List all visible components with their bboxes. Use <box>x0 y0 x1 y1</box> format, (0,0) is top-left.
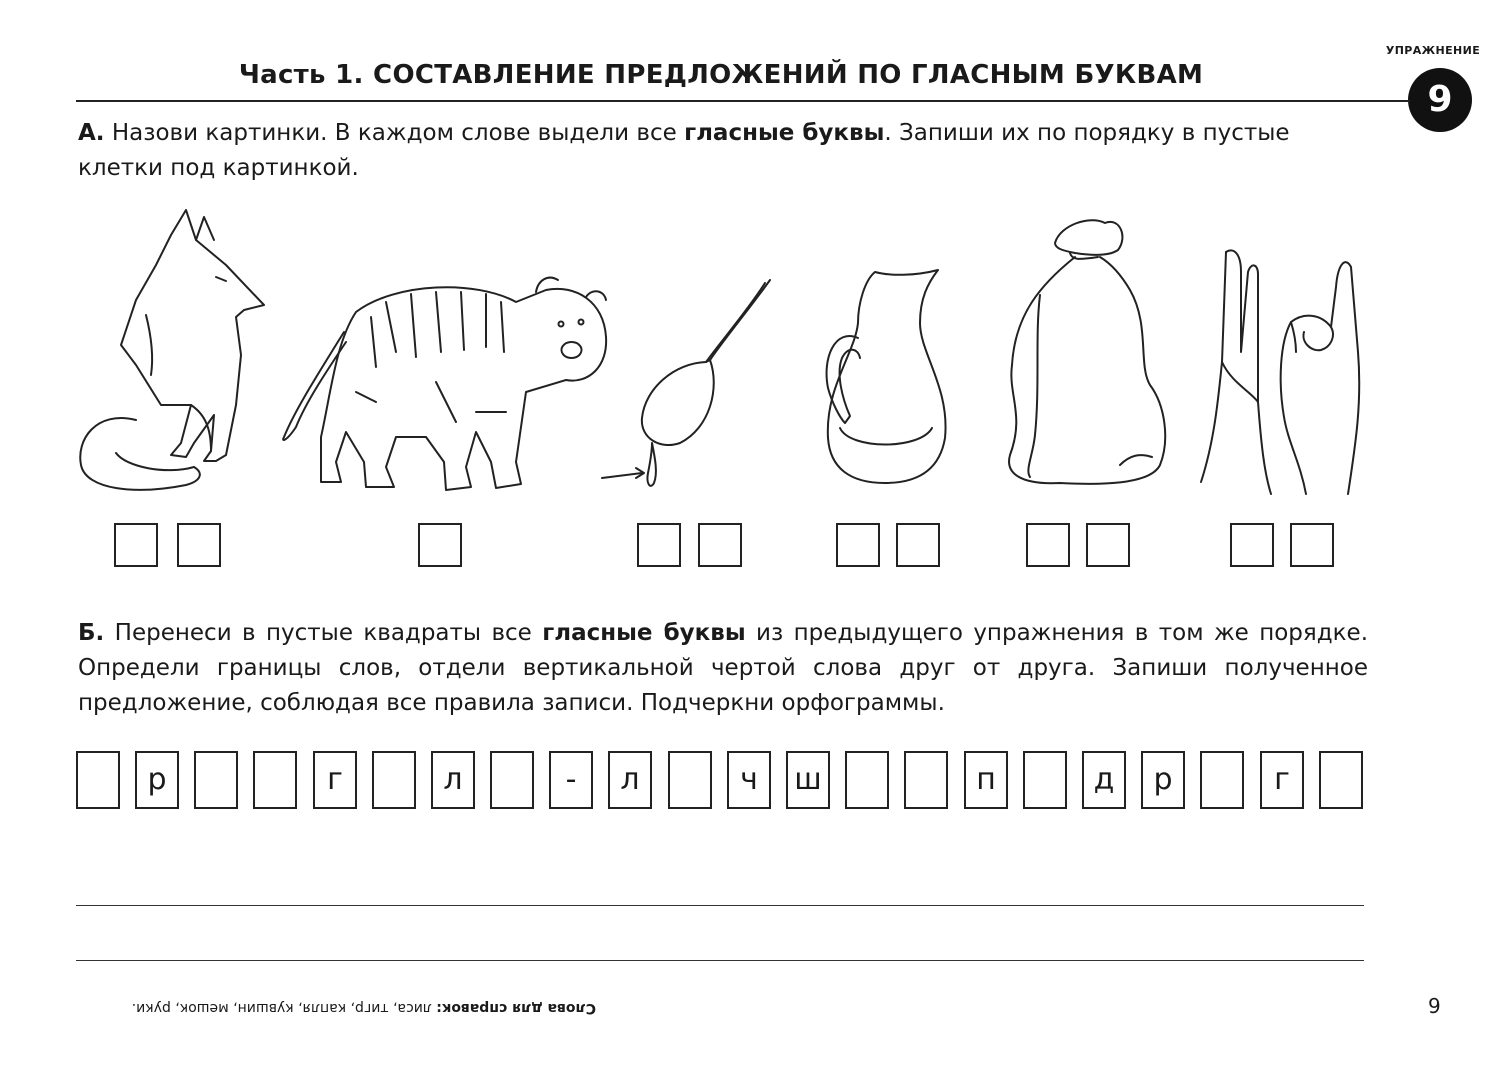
writing-line-2[interactable] <box>76 960 1364 961</box>
answer-box-fox-1[interactable] <box>114 523 158 567</box>
answer-box-sack-2[interactable] <box>1086 523 1130 567</box>
answer-box-sack-1[interactable] <box>1026 523 1070 567</box>
letter-cell[interactable] <box>76 751 120 809</box>
letter-cell[interactable]: л <box>608 751 652 809</box>
task-a-label: А. <box>78 120 105 146</box>
task-b-text-1: Перенеси в пустые квадраты все <box>114 620 532 646</box>
letter-cell[interactable] <box>194 751 238 809</box>
task-b-bold: гласные буквы <box>542 620 746 646</box>
letter-cell[interactable]: р <box>1141 751 1185 809</box>
task-b-text-2: из предыдущего упражнения в том же порядке. Определи границы слов, отдели вертикальной чертой слова друг от друга. Запиши полученное предложение, соблюдая все правила записи. Подчеркни орфограммы. <box>78 620 1369 716</box>
page-title: Часть 1. СОСТАВЛЕНИЕ ПРЕДЛОЖЕНИЙ ПО ГЛАСНЫМ БУКВАМ <box>238 60 1204 90</box>
letter-cell[interactable]: - <box>549 751 593 809</box>
writing-line-1[interactable] <box>76 905 1364 906</box>
reference-words-hint <box>56 996 596 1020</box>
jug-picture <box>820 268 950 488</box>
sack-picture <box>1000 215 1170 490</box>
answer-box-jug-2[interactable] <box>896 523 940 567</box>
letter-cell[interactable]: п <box>964 751 1008 809</box>
letter-cell[interactable] <box>1319 751 1363 809</box>
task-a-bold: гласные буквы <box>684 120 885 146</box>
fox-picture <box>76 205 271 495</box>
letter-cell[interactable]: г <box>313 751 357 809</box>
hint-label: Слова для справок: <box>436 1000 596 1016</box>
answer-box-spoon-1[interactable] <box>637 523 681 567</box>
letter-cell[interactable] <box>490 751 534 809</box>
letter-cell[interactable] <box>668 751 712 809</box>
answer-box-hands-1[interactable] <box>1230 523 1274 567</box>
letter-cell[interactable]: л <box>431 751 475 809</box>
task-a-text-2: . Запиши их по порядку в пустые клетки под картинкой. <box>78 120 1290 181</box>
letter-cell[interactable] <box>372 751 416 809</box>
task-b-label: Б. <box>78 620 105 646</box>
letter-cell[interactable] <box>1023 751 1067 809</box>
task-a-text-1: Назови картинки. В каждом слове выдели все <box>111 120 677 146</box>
letter-cell[interactable]: д <box>1082 751 1126 809</box>
answer-box-jug-1[interactable] <box>836 523 880 567</box>
hint-words: лиса, тигр, капля, кувшин, мешок, руки. <box>131 1000 432 1016</box>
letter-cell[interactable] <box>904 751 948 809</box>
hands-picture <box>1196 242 1374 497</box>
answer-box-spoon-2[interactable] <box>698 523 742 567</box>
exercise-number-badge: 9 <box>1408 68 1472 132</box>
exercise-label: УПРАЖНЕНИЕ <box>1385 44 1481 57</box>
answer-box-fox-2[interactable] <box>177 523 221 567</box>
letter-cell[interactable]: р <box>135 751 179 809</box>
letter-cell[interactable]: ч <box>727 751 771 809</box>
tiger-picture <box>276 262 612 498</box>
letter-cell[interactable] <box>845 751 889 809</box>
page-number: 9 <box>1428 994 1441 1018</box>
spoon-picture <box>600 278 775 493</box>
letter-cell[interactable] <box>1200 751 1244 809</box>
letter-cell[interactable]: г <box>1260 751 1304 809</box>
answer-box-hands-2[interactable] <box>1290 523 1334 567</box>
letter-cell[interactable] <box>253 751 297 809</box>
answer-box-tiger-1[interactable] <box>418 523 462 567</box>
title-underline <box>76 100 1410 102</box>
letter-cell[interactable]: ш <box>786 751 830 809</box>
task-b-text <box>78 616 1368 721</box>
task-a-text <box>78 116 1368 186</box>
